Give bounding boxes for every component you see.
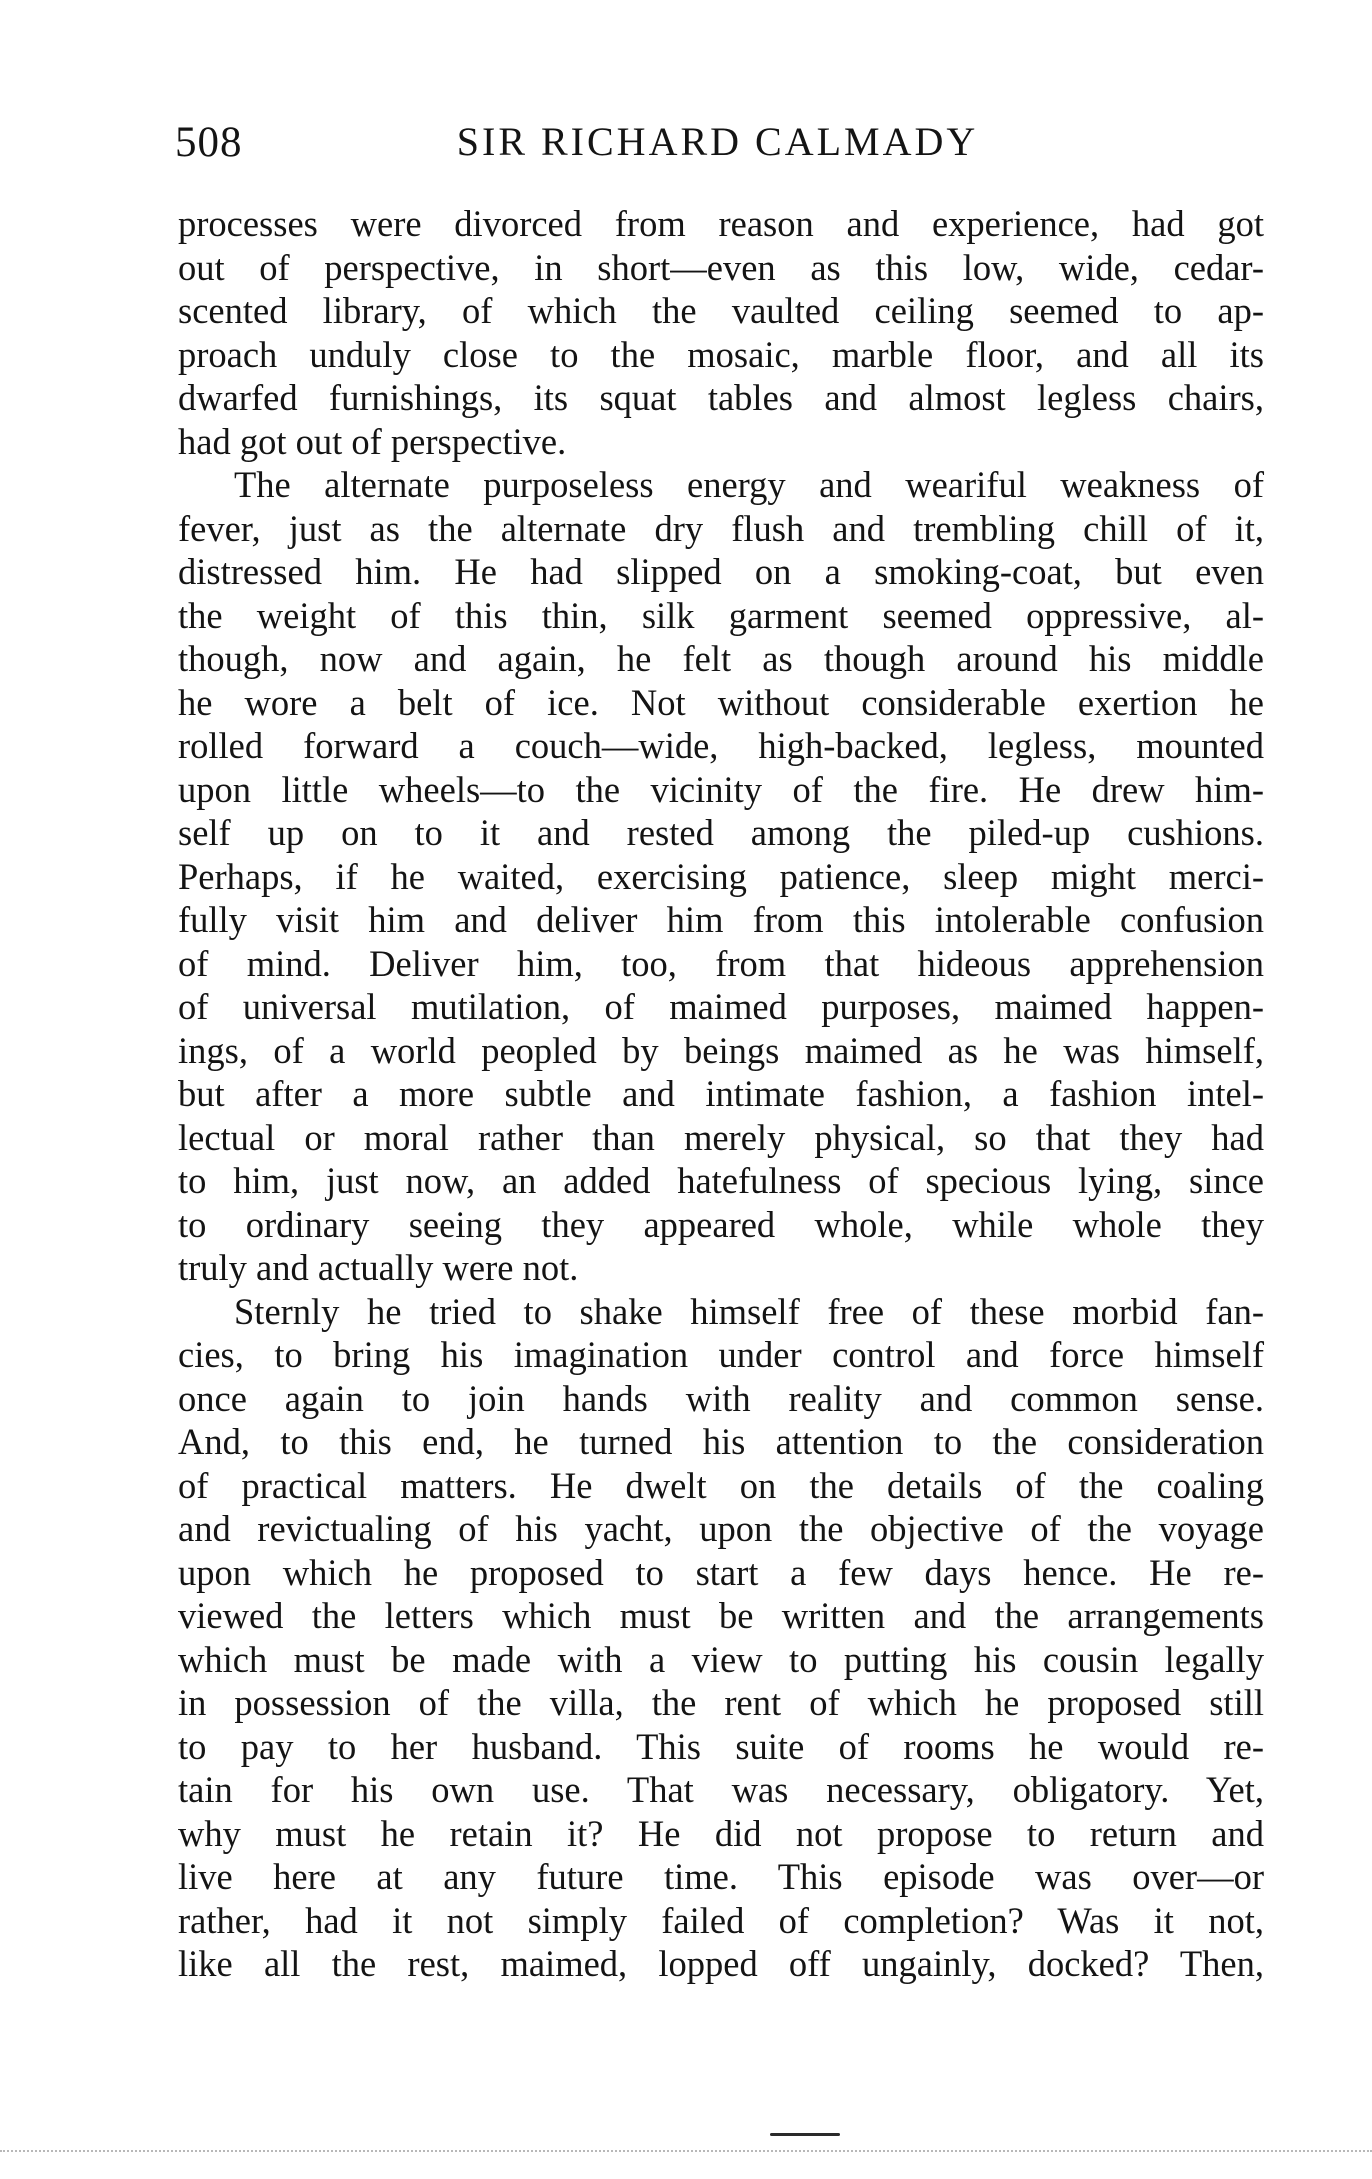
text-line: once again to join hands with reality and common sense. [178, 1377, 1264, 1419]
text-line: distressed him. He had slipped on a smoking-coat, but even [178, 551, 1264, 592]
text-line: cies, to bring his imagination under control and force himself [178, 1334, 1264, 1375]
page-number: 508 [175, 119, 243, 166]
text-line: The alternate purposeless energy and weariful weakness of [234, 464, 1264, 505]
text-line: Sternly he tried to shake himself free of these morbid fan- [234, 1290, 1264, 1332]
footer-mark [770, 2133, 840, 2136]
text-line: to pay to her husband. This suite of rooms he would re- [178, 1725, 1264, 1767]
scan-edge-rule [0, 2150, 1372, 2154]
text-line: ings, of a world peopled by beings maimed as he was himself, [178, 1029, 1264, 1071]
text-line: rolled forward a couch—wide, high-backed, legless, mounted [178, 725, 1264, 766]
text-line: lectual or moral rather than merely physical, so that they had [178, 1116, 1264, 1158]
text-line: fully visit him and deliver him from this intolerable confusion [178, 899, 1264, 940]
text-line: but after a more subtle and intimate fashion, a fashion intel- [178, 1073, 1264, 1114]
running-head: SIR RICHARD CALMADY [456, 119, 979, 164]
text-line: upon little wheels—to the vicinity of the fire. He drew him- [178, 768, 1264, 810]
page-header [175, 118, 1260, 178]
text-line: viewed the letters which must be written and the arrangements [178, 1595, 1264, 1636]
text-line: out of perspective, in short—even as this low, wide, cedar- [178, 246, 1264, 288]
text-line: he wore a belt of ice. Not without considerable exertion he [178, 681, 1264, 723]
text-line: rather, had it not simply failed of completion? Was it not, [178, 1899, 1264, 1941]
text-line: in possession of the villa, the rent of which he proposed still [178, 1682, 1264, 1723]
text-line: the weight of this thin, silk garment seemed oppressive, al- [178, 594, 1264, 636]
text-line: had got out of perspective. [178, 420, 567, 462]
text-line: tain for his own use. That was necessary, obligatory. Yet, [178, 1769, 1264, 1810]
text-line: fever, just as the alternate dry flush and trembling chill of it, [178, 507, 1264, 549]
text-line: And, to this end, he turned his attention to the consideration [178, 1421, 1264, 1462]
text-line: to ordinary seeing they appeared whole, while whole they [178, 1203, 1264, 1245]
text-line: processes were divorced from reason and experience, had got [178, 203, 1264, 244]
text-line: of practical matters. He dwelt on the details of the coaling [178, 1464, 1264, 1506]
text-line: scented library, of which the vaulted ceiling seemed to ap- [178, 290, 1264, 331]
text-line: of universal mutilation, of maimed purposes, maimed happen- [178, 986, 1264, 1027]
text-line: self up on to it and rested among the piled-up cushions. [178, 812, 1264, 853]
text-line: live here at any future time. This episode was over—or [178, 1856, 1264, 1897]
text-line: to him, just now, an added hatefulness of specious lying, since [178, 1160, 1264, 1201]
text-line: truly and actually were not. [178, 1247, 579, 1288]
text-line: Perhaps, if he waited, exercising patience, sleep might merci- [178, 855, 1264, 897]
text-line: of mind. Deliver him, too, from that hideous apprehension [178, 942, 1264, 984]
text-line: dwarfed furnishings, its squat tables and almost legless chairs, [178, 377, 1264, 418]
body-text [178, 202, 1264, 1986]
text-line: and revictualing of his yacht, upon the objective of the voyage [178, 1508, 1264, 1549]
text-line: which must be made with a view to putting his cousin legally [178, 1638, 1264, 1680]
text-line: upon which he proposed to start a few days hence. He re- [178, 1551, 1264, 1593]
text-line: like all the rest, maimed, lopped off ungainly, docked? Then, [178, 1943, 1264, 1984]
text-line: proach unduly close to the mosaic, marble floor, and all its [178, 333, 1264, 375]
text-line: why must he retain it? He did not propose to return and [178, 1812, 1264, 1854]
text-line: though, now and again, he felt as though around his middle [178, 638, 1264, 679]
